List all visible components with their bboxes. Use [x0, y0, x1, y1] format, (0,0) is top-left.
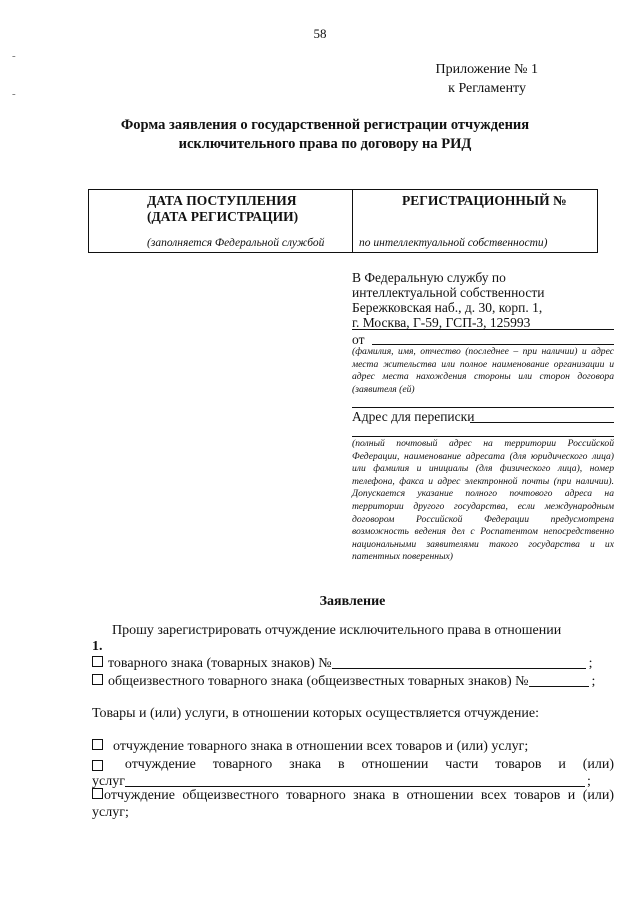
box-note-left: (заполняется Федеральной службой — [147, 237, 325, 249]
goods-part-word: товарного — [212, 757, 273, 772]
margin-mark: - — [12, 88, 16, 100]
statement-heading: Заявление — [319, 594, 386, 609]
title-line-2: исключительного права по договору на РИД — [178, 136, 472, 152]
receipt-date-line-2: (ДАТА РЕГИСТРАЦИИ) — [147, 209, 299, 224]
recipient-line: Бережковская наб., д. 30, корп. 1, — [352, 300, 543, 315]
semicolon: ; — [588, 656, 593, 671]
from-hint: (фамилия, имя, отчество (последнее – при наличии) и адрес места жительства или полное наименование организации и адрес места нахождения стороны или сторон договора (заявителя (ей) — [352, 346, 614, 395]
recipient-address — [352, 270, 614, 330]
receipt-date-heading — [147, 193, 298, 225]
wellknown-all-label: отчуждение общеизвестного товарного знака в отношении всех товаров и (или) — [104, 788, 614, 803]
registration-box-divider — [352, 190, 353, 252]
recipient-line: г. Москва, Г-59, ГСП-3, 125993 — [352, 315, 531, 330]
goods-all-label: отчуждение товарного знака в отношении всех товаров и (или) услуг; — [113, 739, 529, 754]
goods-part-field[interactable] — [125, 773, 585, 787]
appendix-line-2: к Регламенту — [448, 81, 526, 96]
wellknown-all-line-2: услуг; — [92, 805, 129, 820]
box-note-right: по интеллектуальной собственности) — [359, 237, 548, 249]
registration-number-heading: РЕГИСТРАЦИОННЫЙ № — [402, 193, 567, 208]
document-title — [90, 116, 560, 154]
goods-part-word: отношении — [361, 757, 429, 772]
option-trademark-row — [92, 655, 614, 673]
wellknown-number-field[interactable] — [529, 673, 589, 687]
recipient-underline — [352, 329, 614, 330]
page-number: 58 — [313, 26, 327, 41]
from-field-line[interactable] — [372, 344, 614, 345]
wellknown-checkbox[interactable] — [92, 674, 103, 685]
goods-all-row — [92, 738, 614, 756]
goods-heading: Товары и (или) услуги, в отношении которых осуществляется отчуждение: — [92, 706, 539, 721]
registration-box — [88, 189, 598, 253]
correspondence-hint: (полный почтовый адрес на территории Российской Федерации, наименование адресата (для юридического лица) или фамилия и инициалы (для физического лица), номер телефона, факса и адрес электронной почты (при наличии). Допускается указание полного почтового адреса на территории другого государства, если международным договором Российской Федерации предусмотрена возможность ведения дел с Роспатентом непосредственно национальными заявителями такого государства и их патентных поверенных) — [352, 438, 614, 563]
request-text: Прошу зарегистрировать отчуждение исключительного права в отношении — [112, 623, 562, 638]
option-wellknown-row — [92, 673, 614, 691]
goods-part-word: в — [338, 757, 345, 772]
option-trademark-label: товарного знака (товарных знаков) № — [108, 656, 332, 671]
title-line-1: Форма заявления о государственной регистрации отчуждения — [120, 117, 530, 133]
correspondence-field-line[interactable] — [470, 422, 614, 423]
trademark-checkbox[interactable] — [92, 656, 103, 667]
receipt-date-line-1: ДАТА ПОСТУПЛЕНИЯ — [147, 193, 297, 208]
trademark-number-field[interactable] — [332, 655, 586, 669]
blank-field-line[interactable] — [352, 407, 614, 408]
correspondence-label: Адрес для переписки — [352, 409, 475, 424]
margin-mark: - — [12, 50, 16, 62]
recipient-line: интеллектуальной собственности — [352, 285, 545, 300]
goods-part-word: отчуждение — [124, 757, 196, 772]
goods-all-checkbox[interactable] — [92, 739, 103, 750]
appendix-line-1: Приложение № 1 — [435, 62, 538, 77]
goods-part-word: товаров — [495, 757, 542, 772]
goods-part-tail: услуг — [92, 774, 125, 789]
from-label: от — [352, 332, 365, 347]
goods-part-word: и — [558, 757, 566, 772]
wellknown-all-checkbox[interactable] — [92, 788, 103, 799]
correspondence-field-line-2[interactable] — [352, 436, 614, 437]
goods-part-word: знака — [289, 757, 322, 772]
semicolon: ; — [586, 774, 591, 789]
option-wellknown-label: общеизвестного товарного знака (общеизвестных товарных знаков) № — [108, 674, 529, 689]
wellknown-all-row — [92, 787, 614, 805]
goods-part-row — [92, 756, 614, 774]
goods-part-word: части — [445, 757, 479, 772]
semicolon: ; — [591, 674, 596, 689]
goods-part-word: (или) — [582, 757, 614, 772]
recipient-line: В Федеральную службу по — [352, 270, 506, 285]
item-number: 1. — [92, 639, 103, 654]
goods-part-checkbox[interactable] — [92, 760, 103, 771]
